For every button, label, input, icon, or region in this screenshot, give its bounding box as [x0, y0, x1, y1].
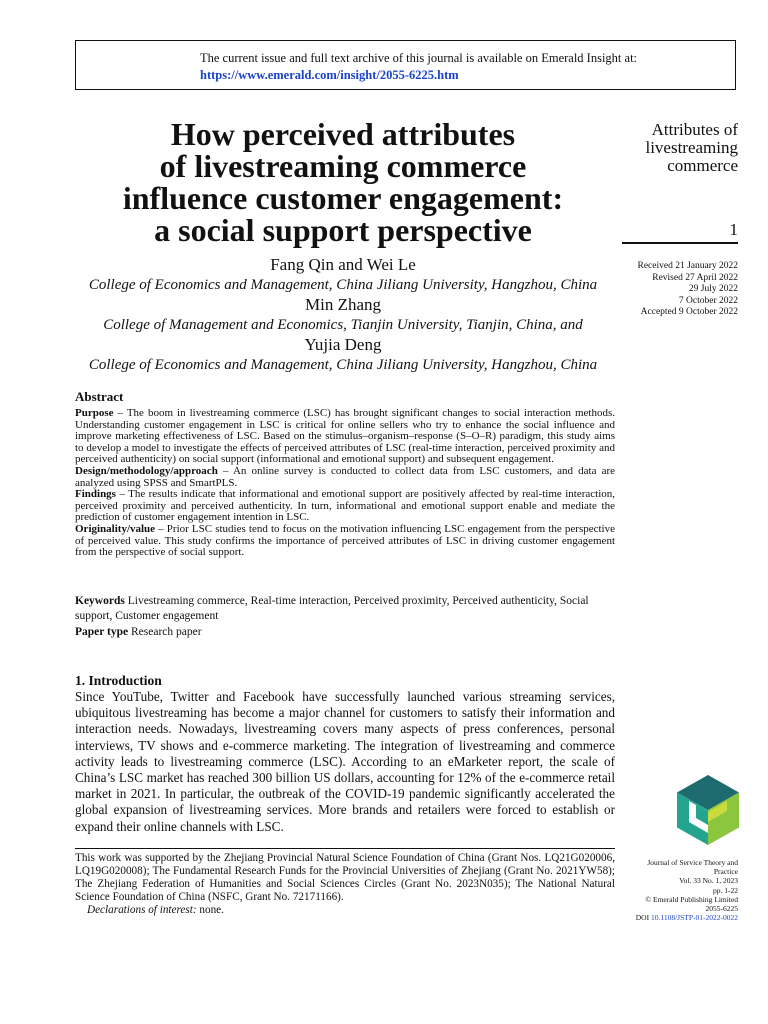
running-head-line: livestreaming [645, 138, 738, 157]
abstract-text: – The boom in livestreaming commerce (LSC) has brought significant changes to social interaction methods. Understanding customer engagement in LSC is critical for online sellers who try to enhance the social influence and improve marketing effectiveness of LSC. Based on the stimulus–organism–response (S–O–R) paradigm, this study aims to develop a model to investigate the effects of perceived attributes of LSC (real-time interaction, perceived proximity and perceived authenticity) on social support (informational and emotional support) and subsequent engagement. [75, 407, 615, 466]
keywords-text: Livestreaming commerce, Real-time interaction, Perceived proximity, Perceived authenticity, Social support, Customer engagement [75, 595, 589, 622]
journal-info [600, 858, 738, 922]
running-head-line: commerce [667, 156, 738, 175]
doi-label: DOI [635, 913, 651, 923]
author-affiliation: College of Economics and Management, China Jiliang University, Hangzhou, China [88, 357, 598, 373]
abstract-heading: Abstract [75, 389, 124, 404]
doi-link[interactable]: 10.1108/JSTP-01-2022-0022 [650, 913, 738, 923]
doi-line [600, 913, 738, 922]
declarations-note [75, 904, 615, 917]
title-line: How perceived attributes [170, 116, 516, 152]
journal-info-line: Vol. 33 No. 1, 2023 [679, 876, 738, 886]
page-number: 1 [729, 220, 738, 239]
funding-note: This work was supported by the Zhejiang Provincial Natural Science Foundation of China (Grant Nos. LQ21G020006, LQ19G020008); The Fundamental Research Funds for the Provincial Universities of Zhejiang (Grant No. 2021YW58); The Zhejiang Federation of Humanities and Social Sciences Circles (Grant No. 2023N035); The National Natural Science Foundation of China (NSFC, Grant No. 72171166). [75, 852, 615, 903]
abstract-text: – An online survey is conducted to collect data from LSC customers, and data are analyzed using SPSS and SmartPLS. [75, 464, 615, 489]
journal-info-line: © Emerald Publishing Limited [645, 894, 738, 904]
date-line: Received 21 January 2022 [637, 261, 738, 271]
date-line: 7 October 2022 [678, 295, 738, 306]
abstract-label: Findings [75, 488, 116, 501]
journal-access-notice [75, 40, 736, 90]
abstract-design [75, 466, 615, 489]
abstract-text: – Prior LSC studies tend to focus on the motivation influencing LSC engagement from the perspective of perceived value. This study confirms the importance of perceived attributes of LSC in driving customer engagement from the perspective of social support. [75, 522, 615, 559]
abstract-label: Originality/value [75, 522, 156, 535]
introduction-heading: 1. Introduction [75, 673, 162, 688]
author-affiliation: College of Economics and Management, China Jiliang University, Hangzhou, China [88, 277, 598, 293]
author-name: Fang Qin and Wei Le [270, 255, 416, 274]
abstract [75, 390, 615, 559]
running-head [600, 121, 738, 175]
notice-text: The current issue and full text archive of this journal is available on Emerald Insight at: [200, 51, 638, 65]
article-title [75, 118, 611, 246]
author-name: Yujia Deng [304, 335, 382, 354]
abstract-purpose [75, 408, 615, 466]
keywords [75, 594, 615, 624]
author-affiliation: College of Management and Economics, Tianjin University, Tianjin, China, and [103, 317, 583, 333]
journal-info-line: Journal of Service Theory and [647, 858, 738, 867]
introduction-body: Since YouTube, Twitter and Facebook have successfully launched various streaming services, ubiquitous livestreaming has become a major channel for customers to satisfy their information and interaction needs. Nowadays, livestreaming covers many aspects of press conferences, personal interviews, TV shows and e-commerce marketing. The integration of livestreaming and commerce activity leads to livestreaming commerce (LSC). According to an eMarketer report, the scale of China’s LSC market has reached 300 billion US dollars, accounting for 12% of the e-commerce retail market in 2021. In particular, the outbreak of the COVID-19 pandemic significantly accelerated the global expansion of livestreaming services. More brands and retailers were forced to establish or expand their online channels with LSC. [75, 689, 615, 834]
abstract-findings [75, 489, 615, 524]
author-block [75, 255, 611, 375]
author-name: Min Zhang [304, 295, 382, 314]
date-line: Revised 27 April 2022 [652, 272, 738, 283]
paper-type [75, 625, 615, 640]
paper-type-text: Research paper [128, 626, 202, 638]
journal-info-line: 2055-6225 [705, 904, 738, 914]
journal-url-link[interactable]: https://www.emerald.com/insight/2055-6225.htm [200, 68, 459, 82]
footnote-rule [75, 848, 615, 849]
title-line: a social support perspective [154, 212, 532, 248]
abstract-label: Design/methodology/approach [75, 464, 218, 477]
paper-type-label: Paper type [75, 626, 129, 638]
abstract-label: Purpose [75, 407, 114, 419]
journal-info-line: Practice [713, 867, 738, 877]
keywords-label: Keywords [75, 595, 125, 607]
abstract-text: – The results indicate that informational and emotional support are positively affected by real-time interaction, perceived proximity and perceived authenticity. In turn, informational and emotional support enable and mediate the prediction of customer engagement intention in LSC. [75, 488, 615, 524]
title-line: of livestreaming commerce [159, 148, 527, 184]
title-line: influence customer engagement: [122, 180, 564, 216]
running-head-line: Attributes of [651, 120, 738, 139]
abstract-originality [75, 524, 615, 559]
running-head-rule [622, 242, 738, 244]
footnote [75, 852, 615, 917]
date-line: Accepted 9 October 2022 [640, 307, 738, 317]
journal-info-line: pp. 1-22 [713, 885, 738, 895]
declarations-label: Declarations of interest: [87, 904, 197, 916]
submission-dates [600, 261, 738, 319]
declarations-text: none. [196, 904, 224, 916]
crossmark-logo-icon [677, 775, 739, 845]
introduction-section [75, 673, 615, 835]
date-line: 29 July 2022 [688, 284, 738, 294]
